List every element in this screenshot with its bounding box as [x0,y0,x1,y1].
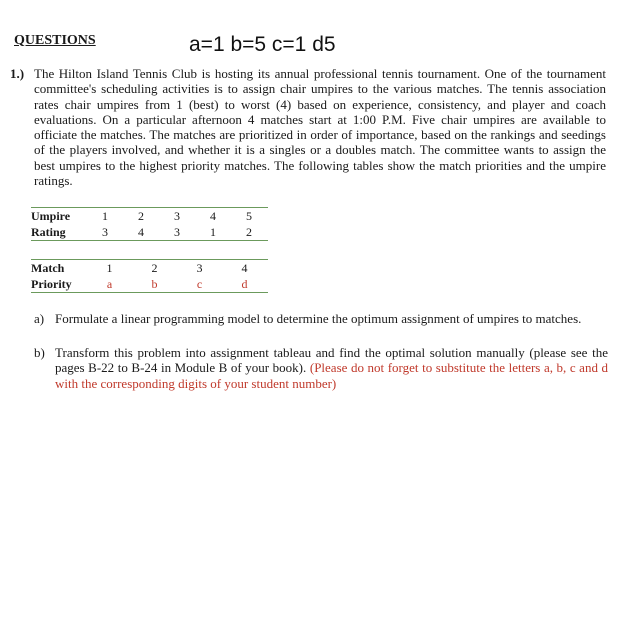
question-number: 1.) [10,66,25,81]
umpire-cell: 3 [174,209,180,223]
umpire-cell: 5 [246,209,252,223]
umpire-row-label: Umpire [31,209,71,223]
rating-cell: 4 [138,225,144,239]
umpire-cell: 1 [102,209,108,223]
rating-row [31,224,268,240]
part-a-label: a) [34,311,45,326]
umpire-cell: 2 [138,209,144,223]
rating-row-label: Rating [31,225,66,239]
priority-cell: d [241,277,248,291]
rating-cell: 2 [246,225,252,239]
match-row [31,260,268,276]
match-priority-table [31,259,268,293]
part-a [34,311,608,326]
priority-cell: c [196,277,203,291]
match-row-label: Match [31,261,65,275]
rating-cell: 3 [174,225,180,239]
student-values: a=1 b=5 c=1 d5 [189,33,336,56]
part-b-label: b) [34,345,45,360]
part-b-text: Transform this problem into assignment tableau and find the optimal solution manually (please see the pages B-22 to B-24 in Module B of your book). [55,345,608,376]
rating-cell: 3 [102,225,108,239]
match-cell: 2 [151,261,158,275]
match-cell: 3 [196,261,203,275]
umpire-rating-table [31,207,268,241]
questions-heading: QUESTIONS [14,33,96,48]
priority-row [31,276,268,292]
part-b-note: (Please do not forget to substitute the letters a, b, c and d with the corresponding digits of your student number) [55,360,609,391]
priority-cell: b [151,277,158,291]
part-b [34,345,608,391]
rating-cell: 1 [210,225,216,239]
part-a-text: Formulate a linear programming model to determine the optimum assignment of umpires to matches. [55,311,582,326]
umpire-cell: 4 [210,209,216,223]
match-cell: 1 [106,261,113,275]
priority-row-label: Priority [31,277,72,291]
umpire-row [31,208,268,224]
match-cell: 4 [241,261,248,275]
question-text: The Hilton Island Tennis Club is hosting its annual professional tennis tournament. One of the tournament committee's scheduling activities is to assign chair umpires to the various matches. The tennis association rates chair umpires from 1 (best) to worst (4) based on experience, consistency, and player and coach evaluations. On a particular afternoon 4 matches start at 1:00 P.M. Five chair umpires are available to officiate the matches. The matches are prioritized in order of importance, based on the rankings and seedings of the players involved, and whether it is a singles or a doubles match. The committee wants to assign the best umpires to the highest priority matches. The following tables show the match priorities and the umpire ratings. [34,66,606,189]
priority-cell: a [106,277,113,291]
part-b-body [55,345,608,391]
